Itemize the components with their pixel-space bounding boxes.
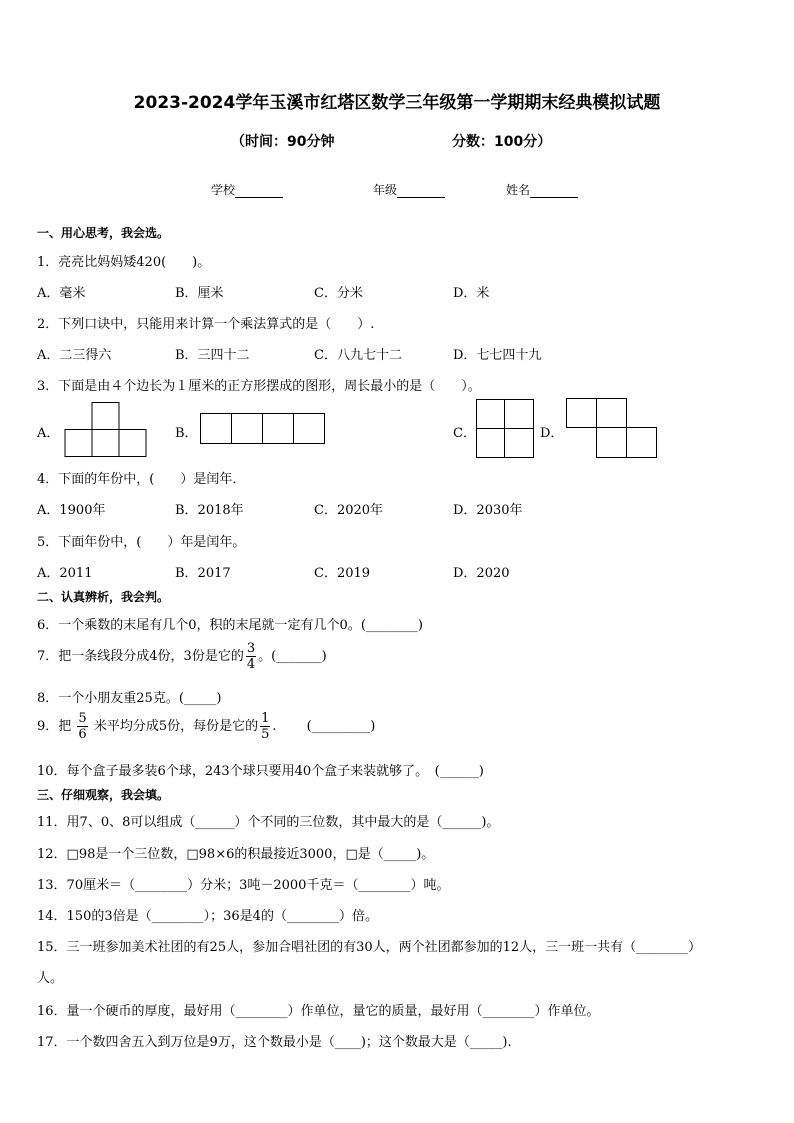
option: A．毫米 [37, 286, 86, 301]
figure-b [200, 413, 325, 445]
question-6: 6．一个乘数的末尾有几个0，积的末尾就一定有几个0。(________) [37, 618, 423, 633]
numerator: 5 [78, 711, 87, 726]
denominator: 6 [78, 727, 87, 742]
numerator: 3 [246, 641, 256, 656]
figure-d [566, 398, 657, 458]
option: B．2017 [175, 566, 231, 581]
question-9 [37, 712, 375, 741]
fraction [260, 712, 270, 741]
question-3: 3．下面是由４个边长为１厘米的正方形摆成的图形，周长最小的是（ ）。 [37, 379, 481, 394]
school-field [211, 181, 283, 198]
answer-blank: . (_________) [272, 719, 376, 734]
school-blank [235, 185, 283, 198]
question-2: 2．下列口诀中，只能用来计算一个乘法算式的是（ ）. [37, 317, 375, 332]
option: B． [175, 426, 198, 441]
option: C．2019 [314, 566, 371, 581]
grade-field [373, 181, 445, 198]
question-10: 10．每个盒子最多装6个球，243个球只要用40个盒子来装就够了。 (______) [37, 764, 484, 779]
option: D．米 [453, 286, 490, 301]
question-12: 12．□98是一个三位数，□98×6的积最接近3000，□是（_____)。 [37, 847, 435, 862]
fraction [77, 712, 87, 741]
option: D．2020 [453, 566, 510, 581]
question-14: 14．150的3倍是（________）；36是4的（________）倍。 [37, 909, 378, 924]
grade-blank [397, 185, 445, 198]
numerator: 1 [261, 711, 270, 726]
option: C．分米 [314, 286, 363, 301]
question-1: 1．亮亮比妈妈矮420( )。 [37, 255, 211, 270]
exam-time: （时间：90分钟 [231, 134, 335, 150]
question-5: 5．下面年份中，( ）年是闰年。 [37, 535, 246, 550]
question-15-continued: 人。 [37, 971, 64, 986]
name-field [506, 181, 578, 198]
option: D．2030年 [453, 503, 523, 518]
fraction [246, 642, 256, 671]
option: C．2020年 [314, 503, 384, 518]
name-blank [530, 185, 578, 198]
option: C． [453, 426, 476, 441]
option: D．七七四十九 [453, 348, 542, 363]
question-text: 9．把 [37, 719, 72, 734]
answer-blank: 。(_______) [258, 649, 327, 664]
question-text: 7．把一条线段分成4份，3份是它的 [37, 649, 244, 664]
question-7 [37, 642, 327, 671]
option: A．2011 [37, 566, 93, 581]
question-15: 15．三一班参加美术社团的有25人，参加合唱社团的有30人，两个社团都参加的12人，三一班一共有（________） [37, 940, 702, 955]
section-title: 二、认真辨析，我会判。 [37, 590, 170, 604]
option: A． [37, 426, 60, 441]
section-title: 三、仔细观察，我会填。 [37, 788, 170, 802]
question-13: 13．70厘米＝（________）分米；3吨－2000千克＝（________）吨。 [37, 878, 450, 893]
figure-c [476, 399, 534, 458]
denominator: 4 [246, 657, 256, 672]
grade-label: 年级 [373, 183, 398, 197]
option: B．2018年 [175, 503, 244, 518]
option: B．三四十二 [175, 348, 250, 363]
name-label: 姓名 [506, 183, 531, 197]
option: C．八九七十二 [314, 348, 402, 363]
school-label: 学校 [211, 183, 236, 197]
question-4: 4．下面的年份中，( ）是闰年． [37, 472, 246, 487]
question-text: 米平均分成5份，每份是它的 [93, 719, 259, 734]
option: A．1900年 [37, 503, 106, 518]
question-16: 16．量一个硬币的厚度，最好用（________）作单位，量它的质量，最好用（________）作单位。 [37, 1004, 600, 1019]
section-title: 一、用心思考，我会选。 [37, 226, 170, 240]
option: D． [540, 426, 564, 441]
question-17: 17．一个数四舍五入到万位是9万，这个数最小是（____)；这个数最大是（_____). [37, 1035, 512, 1050]
denominator: 5 [261, 727, 270, 742]
exam-score: 分数：100分） [452, 134, 552, 150]
option: B．厘米 [175, 286, 224, 301]
figure-a [64, 402, 146, 458]
page-title: 2023-2024学年玉溪市红塔区数学三年级第一学期期末经典模拟试题 [133, 93, 661, 113]
question-8: 8．一个小朋友重25克。(_____) [37, 691, 222, 706]
option: A．二三得六 [37, 348, 112, 363]
question-11: 11．用7、0、8可以组成（______）个不同的三位数，其中最大的是（______)。 [37, 815, 500, 830]
